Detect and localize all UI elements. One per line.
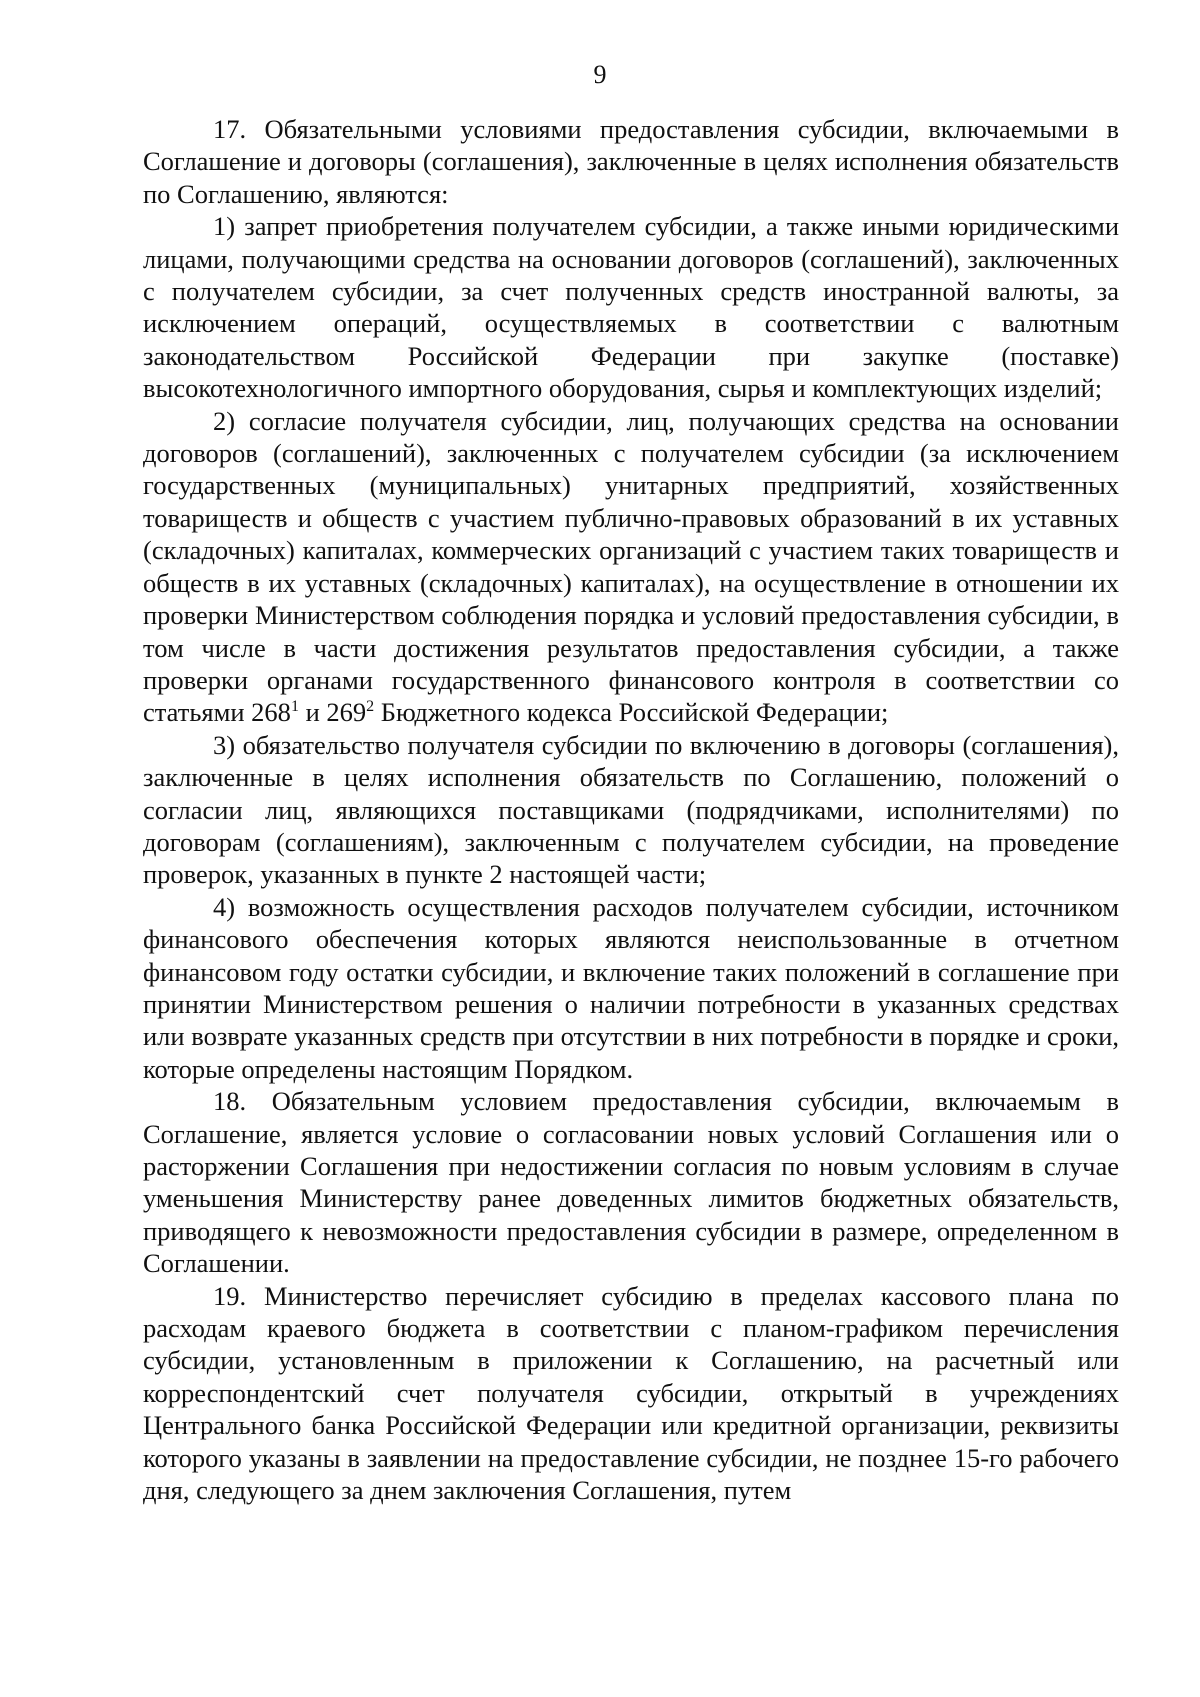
paragraph-19: 19. Министерство перечисляет субсидию в пределах кассового плана по расходам краевого бюджета в соответствии с планом-графиком перечисления субсидии, установленным в приложении к Соглашению, на расчетный или корреспондентский счет получателя субсидии, открытый в учреждениях Центрального банка Российской Федерации или кредитной организации, реквизиты которого указаны в заявлении на предоставление субсидии, не позднее 15-го рабочего дня, следующего за днем заключения Соглашения, путем — [143, 1280, 1119, 1506]
paragraph-17: 17. Обязательными условиями предоставления субсидии, включаемыми в Соглашение и договоры (соглашения), заключенные в целях исполнения обязательств по Соглашению, являются: — [143, 114, 1119, 209]
paragraph-18: 18. Обязательным условием предоставления субсидии, включаемым в Соглашение, является условие о согласовании новых условий Соглашения или о расторжении Соглашения при недостижении согласия по новым условиям в случае уменьшения Министерству ранее доведенных лимитов бюджетных обязательств, приводящего к невозможности предоставления субсидии в размере, определенном в Соглашении. — [143, 1086, 1119, 1279]
page-number: 9 — [593, 60, 607, 89]
paragraph-17-item-2-text: 2) согласие получателя субсидии, лиц, получающих средства на основании договоров (соглашений), заключенных с получателем субсидии (за исключением государственных (муниципальных) унитарных предприятий, хозяйственных товариществ и обществ с участием публично-правовых образований в их уставных (складочных) капиталах, коммерческих организаций с участием таких товариществ и обществ в их уставных (складочных) капиталах), на осуществление в отношении их проверки Министерством соблюдения порядка и условий предоставления субсидии, в том числе в части достижения результатов предоставления субсидии, а также проверки органами государственного финансового контроля в соответствии со статьями 268 — [143, 405, 1119, 728]
document-body — [143, 113, 1119, 1506]
paragraph-17-item-3: 3) обязательство получателя субсидии по включению в договоры (соглашения), заключенные в целях исполнения обязательств по Соглашению, положений о согласии лиц, являющихся поставщиками (подрядчиками, исполнителями) по договорам (соглашениям), заключенным с получателем субсидии, на проведение проверок, указанных в пункте 2 настоящей части; — [143, 729, 1119, 890]
paragraph-17-item-2-text-3: Бюджетного кодекса Российской Федерации; — [374, 697, 889, 728]
paragraph-17-item-2-text-2: и 269 — [298, 697, 367, 728]
article-superscript-2: 2 — [366, 698, 375, 716]
paragraph-17-item-2 — [143, 405, 1119, 729]
article-superscript-1: 1 — [290, 698, 299, 716]
paragraph-17-item-4: 4) возможность осуществления расходов получателем субсидии, источником финансового обеспечения которых являются неиспользованные в отчетном финансовом году остатки субсидии, и включение таких положений в соглашение при принятии Министерством решения о наличии потребности в указанных средствах или возврате указанных средств при отсутствии в них потребности в порядке и сроки, которые определены настоящим Порядком. — [143, 891, 1119, 1084]
paragraph-17-item-1: 1) запрет приобретения получателем субсидии, а также иными юридическими лицами, получающими средства на основании договоров (соглашений), заключенных с получателем субсидии, за счет полученных средств иностранной валюты, за исключением операций, осуществляемых в соответствии с валютным законодательством Российской Федерации при закупке (поставке) высокотехнологичного импортного оборудования, сырья и комплектующих изделий; — [143, 211, 1119, 404]
